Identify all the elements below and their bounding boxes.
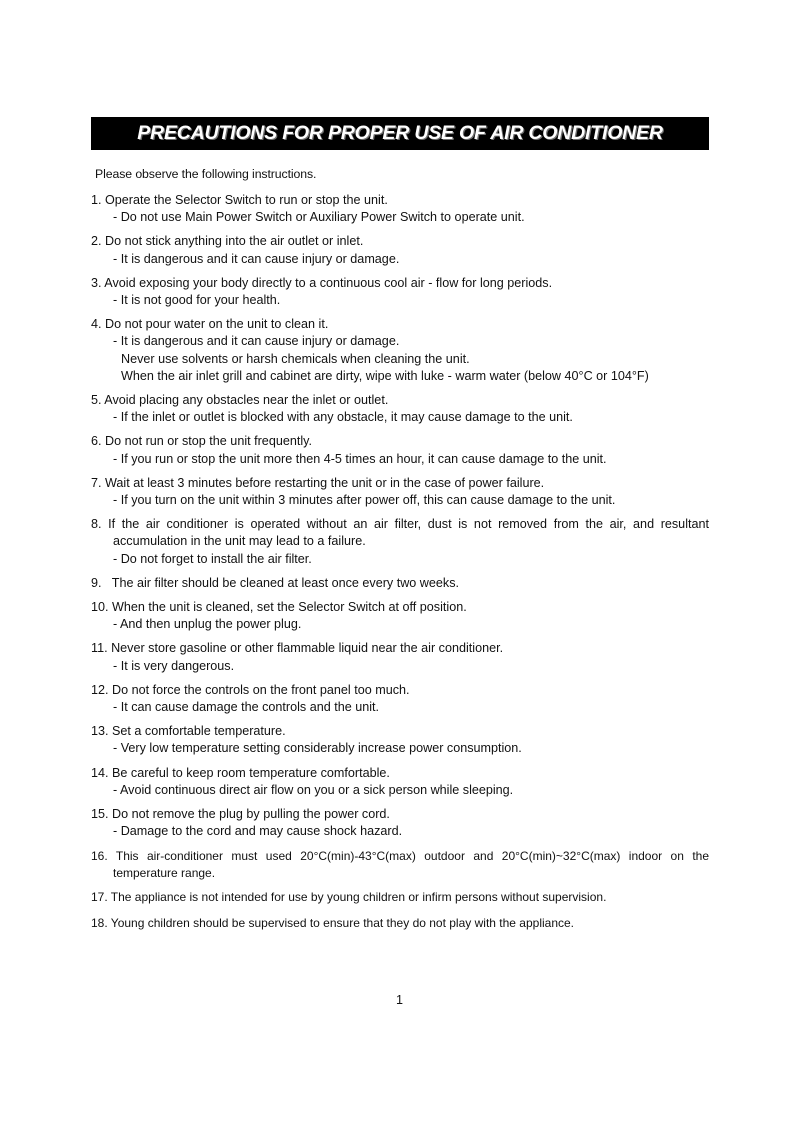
instruction-item-10 xyxy=(91,599,709,633)
instruction-continuation: temperature range. xyxy=(113,865,216,880)
instruction-note: - It can cause damage the controls and the unit. xyxy=(113,700,380,715)
instruction-note: - If you run or stop the unit more then 4-5 times an hour, it can cause damage to the unit. xyxy=(113,451,607,466)
instruction-main: 13. Set a comfortable temperature. xyxy=(91,724,286,739)
instruction-item-2 xyxy=(91,233,709,267)
instruction-note: - Do not forget to install the air filter. xyxy=(113,551,312,566)
instruction-main: 16. This air-conditioner must used 20°C(min)-43°C(max) outdoor and 20°C(min)~32°C(max) indoor on the xyxy=(91,848,709,863)
instruction-item-12 xyxy=(91,682,709,716)
instruction-note: Never use solvents or harsh chemicals when cleaning the unit. xyxy=(121,351,470,366)
instruction-item-16 xyxy=(91,848,709,882)
instruction-note: - It is very dangerous. xyxy=(113,658,235,673)
instruction-note: - It is dangerous and it can cause injury or damage. xyxy=(113,334,400,349)
instruction-note: - Damage to the cord and may cause shock hazard. xyxy=(113,824,403,839)
instruction-item-6 xyxy=(91,433,709,467)
instruction-main: 18. Young children should be supervised to ensure that they do not play with the appliance. xyxy=(91,916,575,931)
instruction-main: 14. Be careful to keep room temperature comfortable. xyxy=(91,765,390,780)
instruction-continuation: accumulation in the unit may lead to a failure. xyxy=(113,534,366,549)
instruction-item-18 xyxy=(91,915,709,932)
instruction-note: - If you turn on the unit within 3 minutes after power off, this can cause damage to the unit. xyxy=(113,493,616,508)
instruction-note: - If the inlet or outlet is blocked with any obstacle, it may cause damage to the unit. xyxy=(113,410,573,425)
title-banner xyxy=(91,117,709,150)
page-title: PRECAUTIONS FOR PROPER USE OF AIR CONDITIONER xyxy=(137,122,663,144)
instruction-note: When the air inlet grill and cabinet are dirty, wipe with luke - warm water (below 40°C or 104°F) xyxy=(121,368,649,383)
instruction-list xyxy=(91,192,709,939)
instruction-main: 11. Never store gasoline or other flammable liquid near the air conditioner. xyxy=(91,641,504,656)
instruction-item-13 xyxy=(91,723,709,757)
instruction-item-15 xyxy=(91,806,709,840)
instruction-main: 17. The appliance is not intended for use by young children or infirm persons without supervision. xyxy=(91,889,607,904)
instruction-item-17 xyxy=(91,889,709,906)
instruction-note: - Very low temperature setting considerably increase power consumption. xyxy=(113,741,522,756)
instruction-item-1 xyxy=(91,192,709,226)
instruction-note: - It is not good for your health. xyxy=(113,293,281,308)
instruction-note: - Avoid continuous direct air flow on you or a sick person while sleeping. xyxy=(113,782,514,797)
instruction-main: 15. Do not remove the plug by pulling the power cord. xyxy=(91,807,390,822)
instruction-item-9 xyxy=(91,575,709,592)
instruction-item-14 xyxy=(91,765,709,799)
instruction-note: - Do not use Main Power Switch or Auxiliary Power Switch to operate unit. xyxy=(113,210,525,225)
instruction-main: 7. Wait at least 3 minutes before restarting the unit or in the case of power failure. xyxy=(91,475,545,490)
instruction-main: 6. Do not run or stop the unit frequently. xyxy=(91,434,312,449)
instruction-main: 5. Avoid placing any obstacles near the inlet or outlet. xyxy=(91,393,389,408)
instruction-main: 1. Operate the Selector Switch to run or stop the unit. xyxy=(91,193,388,207)
instruction-main: 4. Do not pour water on the unit to clean it. xyxy=(91,317,329,332)
page-number: 1 xyxy=(396,993,404,1007)
instruction-item-4 xyxy=(91,316,709,385)
instruction-item-3 xyxy=(91,275,709,309)
instruction-note: - It is dangerous and it can cause injury or damage. xyxy=(113,251,400,266)
instruction-note: - And then unplug the power plug. xyxy=(113,617,302,632)
instruction-item-5 xyxy=(91,392,709,426)
instruction-main: 3. Avoid exposing your body directly to a continuous cool air - flow for long periods. xyxy=(91,275,553,290)
instruction-main: 10. When the unit is cleaned, set the Selector Switch at off position. xyxy=(91,600,467,615)
instruction-item-11 xyxy=(91,640,709,674)
intro-text: Please observe the following instructions. xyxy=(95,167,317,181)
instruction-main: 9. The air filter should be cleaned at least once every two weeks. xyxy=(91,575,459,590)
instruction-item-7 xyxy=(91,475,709,509)
instruction-item-8 xyxy=(91,516,709,568)
instruction-main: 12. Do not force the controls on the front panel too much. xyxy=(91,682,410,697)
instruction-main: 8. If the air conditioner is operated without an air filter, dust is not removed from the air, and resultant xyxy=(91,517,709,532)
instruction-main: 2. Do not stick anything into the air outlet or inlet. xyxy=(91,234,364,249)
